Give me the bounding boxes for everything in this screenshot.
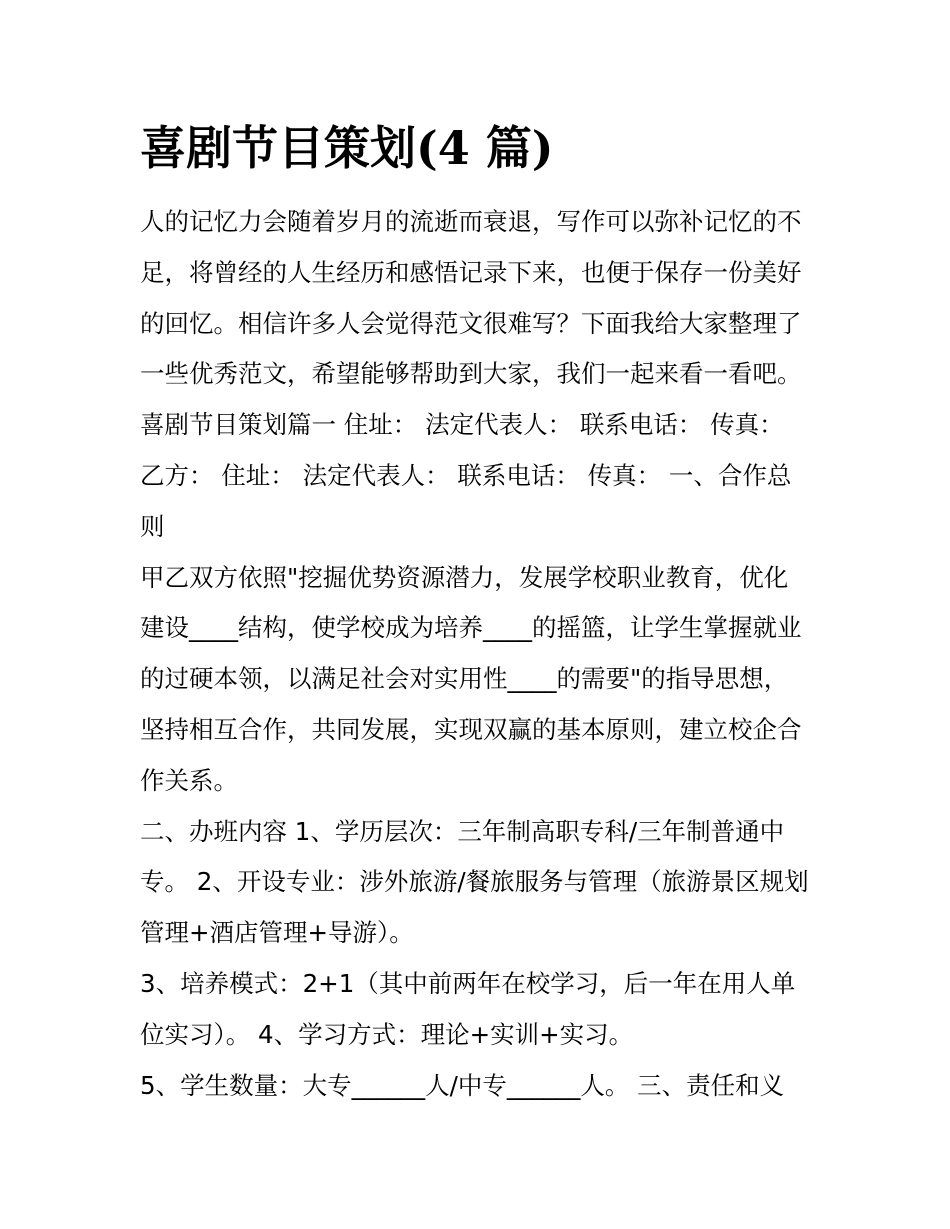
intro-paragraph: 人的记忆力会随着岁月的流逝而衰退，写作可以弥补记忆的不足，将曾经的人生经历和感悟记录下来，也便于保存一份美好的回忆。相信许多人会觉得范文很难写？下面我给大家整理了一些优秀范文，希望能够帮助到大家，我们一起来看一看吧。 — [140, 207, 802, 389]
document-body — [140, 197, 812, 1111]
document-title: 喜剧节目策划(4 篇) — [140, 121, 554, 175]
student-count-paragraph: 5、学生数量：大专______人/中专______人。 三、责任和义 — [140, 1070, 785, 1100]
training-mode-paragraph: 3、培养模式：2+1（其中前两年在校学习，后一年在用人单位实习）。 4、学习方式：理论+实训+实习。 — [140, 968, 796, 1049]
cooperation-principle-paragraph: 甲乙双方依照"挖掘优势资源潜力，发展学校职业教育，优化建设____结构，使学校成为培养____的摇篮，让学生掌握就业的过硬本领，以满足社会对实用性____的需要"的指导思想，坚持相互合作，共同发展，实现双赢的基本原则，建立校企合作关系。 — [140, 562, 802, 795]
contract-parties-paragraph: 喜剧节目策划篇一 住址： 法定代表人： 联系电话： 传真： 乙方： 住址： 法定代表人： 联系电话： 传真： 一、合作总则 — [140, 410, 792, 541]
program-content-paragraph: 二、办班内容 1、学历层次：三年制高职专科/三年制普通中专。 2、开设专业：涉外旅游/餐旅服务与管理（旅游景区规划管理+酒店管理+导游）。 — [140, 816, 809, 948]
